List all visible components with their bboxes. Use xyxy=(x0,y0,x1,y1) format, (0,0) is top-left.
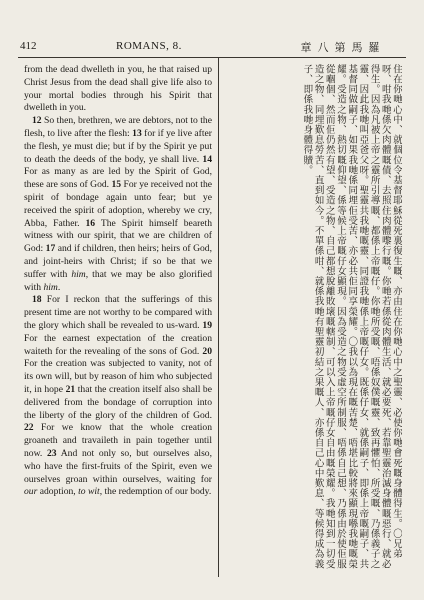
verse-text: For as many as are led by the Spirit of God, these are sons of God. xyxy=(24,166,212,191)
verse-number: 15 xyxy=(111,179,122,191)
verse-text: For ye received not the spirit of bondage again unto fear; but ye received the spirit of adoption, whereby we cry, Abba, Father. xyxy=(24,179,212,229)
verse-number: 18 xyxy=(32,294,42,306)
verse-number: 16 xyxy=(85,217,96,229)
verse-text: and if children, then heirs; heirs of God, and joint-heirs with Christ; if so be that we suffer with xyxy=(24,243,212,280)
column-divider xyxy=(218,57,219,577)
verse-text: For we know that the whole creation groaneth and travaileth in pain together until now. xyxy=(24,422,212,459)
english-paragraph xyxy=(24,115,212,294)
verse-text: to wit xyxy=(78,486,100,498)
header-rule xyxy=(18,57,406,58)
verse-number: 12 xyxy=(32,115,42,127)
verse-text: from the dead dwelleth in you, he that raised up Christ Jesus from the dead shall give life also to your mortal bodies through his Spirit that dwelleth in you. xyxy=(24,64,212,114)
verse-text: For the earnest expectation of the creation waiteth for the revealing of the sons of God. xyxy=(24,332,212,357)
verse-text: So then, brethren, we are debtors, not to the flesh, to live after the flesh: xyxy=(24,115,212,139)
verse-number: 14 xyxy=(202,153,212,165)
verse-text: our xyxy=(24,486,38,498)
verse-number: 19 xyxy=(202,319,212,331)
english-paragraph xyxy=(24,294,212,499)
chinese-column: 住在你哋心中、就個位令基督耶穌從死裏復生嘅、亦由住在你哋心中之聖靈、必使你哋會死嘅身體得生。〇兄弟呀、咁我哋係欠肉體嘅債、去照住肉體嚟行嘅。你哋若係從肉體生活、就必要死、若靠聖靈治滅身體嘅惡行、就必得生。因為凡被上帝之靈所引導嘅、都係上帝嘅仔。你哋所受嘅、唔係奴僕嘅靈、致再懼怕、所受嘅、乃係義子之靈、因此我哋叫亞爸父呀。聖靈共我哋嘅靈、同證我哋係上帝嘅仔女。既係仔女、就係嗣子、即係上帝嘅嗣子、共基督同做嗣子、如果我哋係同埋佢受苦、亦必共佢同享榮耀。〇我以為現在嘅苦楚、唔堪比較將來顯現喺我哋嘅榮耀。受造之物、熱切嘅仰望、係等候上帝嘅仔女顯現。因為受造之物受虛空所制服、唔係自己想、乃係由於使佢服從嗰個、然而佢仍然有望、受造之物、自己都想脫離敗壞嘅轄制、可以入上帝嘅仔女自由嘅榮耀。我哋知到一切受造之物、同埋歎息勞苦、直到如今。不單係咁、就係我哋有聖靈初結之果嘅人、亦係自己心中歎息、等候得成為義子、即係我哋身體得贖。 xyxy=(301,64,402,569)
verse-text: adoption, xyxy=(37,486,79,498)
verse-text: And not only so, but ourselves also, who have the first-fruits of the Spirit, even we ourselves groan within ourselves, waiting for xyxy=(24,447,212,485)
verse-number: 17 xyxy=(45,243,56,255)
verse-text: him xyxy=(43,281,58,293)
page-header xyxy=(18,40,406,56)
verse-text: him xyxy=(71,268,86,280)
verse-text: For I reckon that the sufferings of this present time are not worthy to be compared with the glory which shall be revealed to us-ward. xyxy=(24,294,212,331)
english-paragraph xyxy=(24,64,212,115)
chinese-running-head: 章八第馬羅 xyxy=(300,41,386,54)
verse-text: . xyxy=(57,281,61,293)
verse-text: The Spirit himself beareth witness with our spirit, that we are children of God: xyxy=(24,217,212,255)
verse-number: 20 xyxy=(202,345,212,357)
page-number: 412 xyxy=(20,40,37,52)
verse-text: , the redemption of our body. xyxy=(99,486,212,498)
verse-text: that the creation itself also shall be delivered from the bondage of corruption into the liberty of the glory of the children of God. xyxy=(24,383,212,421)
verse-number: 22 xyxy=(24,422,34,434)
english-column xyxy=(24,64,212,576)
verse-number: 21 xyxy=(65,383,76,395)
verse-text: For the creation was subjected to vanity, not of its own will, but by reason of him who subjected it, in hope xyxy=(24,358,212,395)
verse-text: , that we may be also glorified with xyxy=(24,268,212,293)
verse-number: 13 xyxy=(132,127,142,139)
running-head: ROMANS, 8. xyxy=(116,40,182,52)
verse-number: 23 xyxy=(47,447,57,459)
verse-text: for if ye live after the flesh, ye must die; but if by the Spirit ye put to death the deeds of the body, ye shall live. xyxy=(24,127,212,165)
